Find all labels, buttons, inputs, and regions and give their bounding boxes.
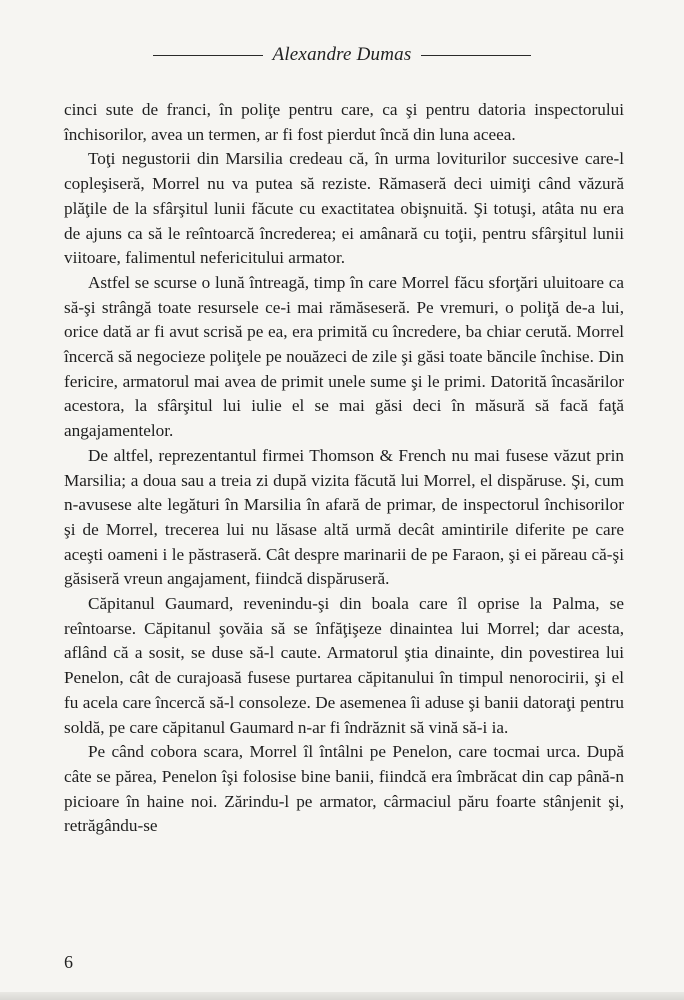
running-head <box>0 44 684 66</box>
paragraph: De altfel, reprezentantul firmei Thomson & French nu mai fusese văzut prin Marsilia; a doua sau a treia zi după vizita făcută lui Morrel, el dispăruse. Şi, cum n-avusese alte legături în Marsilia în afară de primar, de inspectorul închisorilor şi de Morrel, trecerea lui nu lăsase altă urmă decât amintirile diferite pe care aceşti oameni i le păstraseră. Cât despre marinarii de pe Faraon, şi ei păreau că-şi găsiseră vreun angajament, fiindcă dispăruseră. <box>64 445 624 589</box>
paragraph: Pe când cobora scara, Morrel îl întâlni pe Penelon, care tocmai urca. După câte se părea, Penelon îşi folosise bine banii, fiindcă era îmbrăcat din cap până-n picioare în haine noi. Zărindu-l pe armator, cârmaciul păru foarte stânjenit şi, retrăgându-se <box>64 742 624 836</box>
header-author: Alexandre Dumas <box>272 44 412 65</box>
body-text <box>64 98 624 839</box>
paragraph: cinci sute de franci, în poliţe pentru care, ca şi pentru datoria inspectorului închisorilor, avea un termen, ar fi fost pierdut încă din luna aceea. <box>64 100 624 144</box>
page-number: 6 <box>64 952 73 972</box>
paragraph: Astfel se scurse o lună întreagă, timp în care Morrel făcu sforţări uluitoare ca să-şi strângă toate resursele ce-i mai rămăseseră. Pe vremuri, o poliţă de-a lui, orice dată ar fi avut scrisă pe ea, era primită cu încredere, ba chiar cerută. Morrel încercă să negocieze poliţele pe nouăzeci de zile şi găsi toate băncile închise. Din fericire, armatorul mai avea de primit unele sume şi le primi. Datorită încasărilor acestora, la sfârşitul lui iulie el se mai găsi deci în măsură să facă faţă angajamentelor. <box>64 272 624 441</box>
header-rule-right <box>421 55 531 56</box>
paragraph: Căpitanul Gaumard, revenindu-şi din boala care îl oprise la Palma, se reîntoarse. Căpitanul şovăia să se înfăţişeze dinaintea lui Morrel; dar acesta, aflând că a sosit, se duse să-l caute. Armatorul ştia dinainte, din povestirea lui Penelon, cât de curajoasă fusese purtarea căpitanului în timpul nenorocirii, şi el fu acela care încercă să-l consoleze. De asemenea îi aduse şi banii datoraţi pentru soldă, pe care căpitanul Gaumard n-ar fi îndrăznit să vină să-i ia. <box>64 594 624 737</box>
page-edge <box>0 992 684 1000</box>
header-rule-left <box>153 55 263 56</box>
paragraph: Toţi negustorii din Marsilia credeau că, în urma loviturilor succesive care-l copleşiseră, Morrel nu va putea să reziste. Rămaseră deci uimiţi când văzură plăţile de la sfârşitul lunii făcute cu exactitatea obişnuită. Şi totuşi, atâta nu era de ajuns ca să le reîntoarcă încrederea; ei amânară cu toţii, pentru sfârşitul lunii viitoare, falimentul nefericitului armator. <box>64 149 624 268</box>
